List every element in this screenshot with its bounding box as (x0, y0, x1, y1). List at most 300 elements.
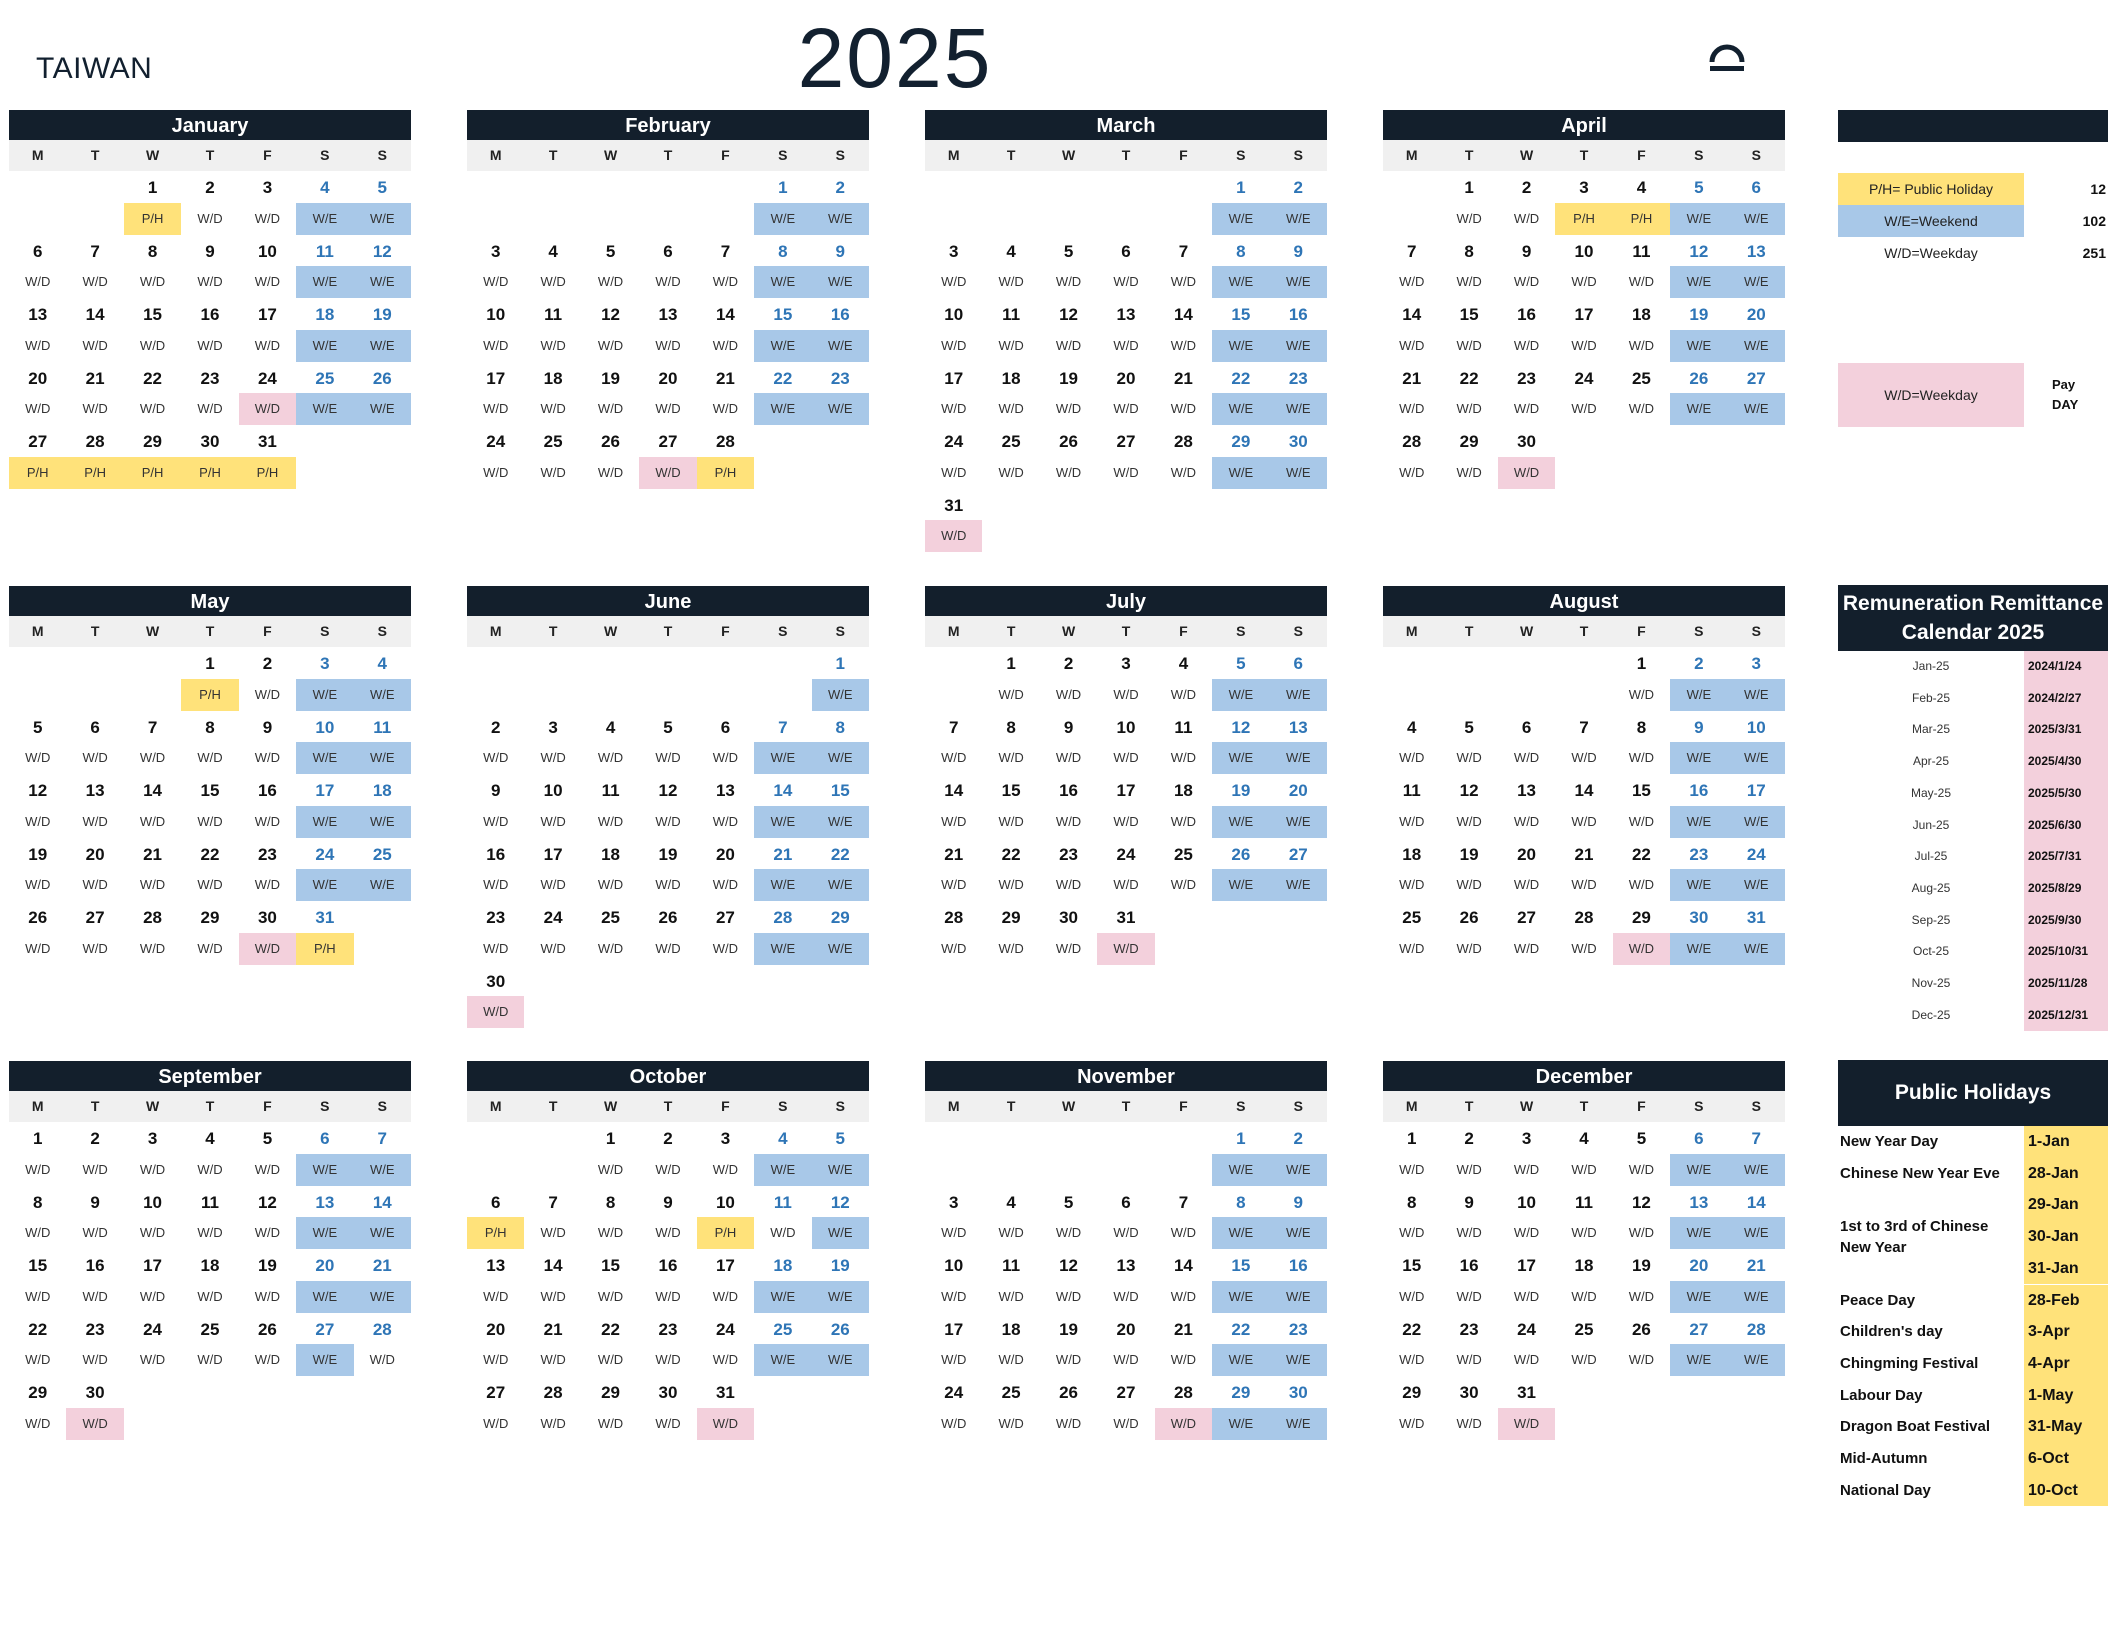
day-cell (1040, 1249, 1097, 1313)
day-cell (982, 425, 1039, 489)
day-type-tag: W/D (25, 1225, 51, 1241)
day-type-tag: W/D (139, 1288, 166, 1304)
empty-day-cell (524, 647, 581, 711)
day-number: 21 (85, 368, 105, 388)
day-type-tag: W/D (540, 1415, 566, 1431)
day-number: 10 (486, 305, 506, 324)
day-number: 21 (143, 844, 163, 864)
day-type-tag: W/E (1670, 1344, 1727, 1376)
day-type-tag: W/D (597, 877, 624, 893)
day-number: 14 (715, 305, 735, 324)
month-title: December (1383, 1061, 1785, 1091)
day-cell (1498, 711, 1555, 775)
day-cell (1555, 838, 1612, 902)
month-may (9, 586, 411, 965)
day-type-tag: W/D (254, 686, 281, 702)
empty-day-cell (639, 171, 696, 235)
day-cell (1670, 1249, 1727, 1313)
day-type-tag: W/D (1628, 686, 1655, 702)
day-cell (1270, 711, 1327, 775)
day-cell (181, 171, 238, 235)
day-number: 29 (1231, 432, 1251, 451)
day-number: 2 (90, 1129, 100, 1148)
day-type-tag: W/D (197, 1161, 223, 1177)
weekday-label: M (1405, 1098, 1418, 1114)
weekday-label: F (263, 623, 272, 639)
day-number: 12 (1631, 1192, 1651, 1212)
day-type-tag: W/E (1212, 1217, 1269, 1249)
legend-we-label: W/E=Weekend (1838, 205, 2024, 237)
month-title: February (467, 110, 869, 140)
day-type-tag: W/D (1055, 750, 1082, 766)
day-type-tag: W/D (941, 1225, 967, 1241)
day-cell (1728, 362, 1785, 426)
day-cell (1440, 1313, 1497, 1377)
day-number: 22 (1231, 368, 1251, 388)
weekday-label: S (320, 147, 330, 163)
day-number: 13 (28, 305, 48, 324)
day-cell (467, 298, 524, 362)
day-type-tag: W/D (1571, 1288, 1597, 1304)
day-type-tag: W/E (1212, 679, 1269, 711)
day-cell (582, 838, 639, 902)
day-cell (354, 1186, 411, 1250)
day-cell (1270, 1186, 1327, 1250)
day-cell (1383, 711, 1440, 775)
day-type-tag: W/E (296, 1281, 353, 1313)
day-type-tag: W/D (1513, 1225, 1540, 1241)
day-type-tag: W/D (1399, 877, 1425, 893)
day-cell (1670, 298, 1727, 362)
weekday-label: F (1179, 1098, 1188, 1114)
weekday-label: M (947, 147, 960, 163)
holiday-name: Labour Day (1840, 1386, 1923, 1404)
day-type-tag: W/D (655, 1415, 681, 1431)
day-cell (1155, 298, 1212, 362)
day-number: 14 (85, 305, 105, 324)
day-cell (754, 1249, 811, 1313)
day-type-tag: W/D (254, 1161, 281, 1177)
day-cell (124, 711, 181, 775)
day-type-tag: W/D (941, 750, 967, 766)
day-number: 25 (543, 432, 563, 451)
day-number: 28 (1746, 1319, 1766, 1339)
weekday-label: F (721, 147, 730, 163)
day-number: 10 (1574, 241, 1594, 261)
day-type-tag: W/D (941, 1288, 967, 1304)
day-number: 17 (486, 368, 506, 388)
day-number: 20 (28, 368, 48, 388)
day-cell (354, 362, 411, 426)
legend-wd-row (1838, 237, 2110, 269)
day-type-tag: W/E (754, 393, 811, 425)
day-type-tag: W/D (1571, 337, 1597, 353)
day-cell (296, 1122, 353, 1186)
day-cell (124, 1249, 181, 1313)
day-type-tag: W/D (998, 337, 1024, 353)
day-number: 22 (1001, 844, 1021, 864)
day-number: 26 (1459, 908, 1479, 927)
legend-we-row (1838, 205, 2110, 237)
day-type-tag: W/D (1456, 274, 1482, 290)
day-number: 4 (1579, 1129, 1589, 1148)
day-cell (467, 965, 524, 1029)
day-type-tag: W/E (1728, 393, 1785, 425)
day-cell (582, 1376, 639, 1440)
day-cell (354, 298, 411, 362)
day-cell (1383, 901, 1440, 965)
day-type-tag: W/D (239, 933, 296, 965)
remittance-row (1838, 905, 2108, 937)
day-cell (1440, 362, 1497, 426)
day-number: 30 (85, 1383, 105, 1402)
day-number: 3 (262, 178, 273, 197)
day-cell (582, 362, 639, 426)
day-type-tag: W/D (25, 813, 51, 829)
day-cell (124, 838, 181, 902)
remittance-date: 2025/11/28 (2024, 968, 2108, 1000)
day-cell (181, 235, 238, 299)
day-number: 13 (1116, 305, 1136, 324)
day-type-tag: W/E (754, 869, 811, 901)
day-cell (467, 235, 524, 299)
day-number: 24 (944, 1383, 964, 1402)
day-cell (1728, 1249, 1785, 1313)
day-cell (925, 489, 982, 553)
day-type-tag: W/D (1456, 401, 1482, 417)
weekday-label: T (205, 623, 215, 639)
weekday-label: T (1006, 147, 1016, 163)
day-type-tag: W/D (998, 940, 1024, 956)
legend-payday-swatch: W/D=Weekday (1838, 363, 2024, 427)
day-cell (1670, 1313, 1727, 1377)
day-type-tag: W/E (812, 393, 869, 425)
day-cell (1155, 1249, 1212, 1313)
day-number: 21 (1746, 1256, 1766, 1275)
day-number: 7 (1579, 717, 1589, 737)
day-type-tag: W/D (655, 877, 681, 893)
day-type-tag: W/D (1399, 274, 1425, 290)
holidays-title: Public Holidays (1838, 1060, 2108, 1126)
day-cell (1212, 838, 1269, 902)
day-type-tag: W/D (82, 750, 108, 766)
day-cell (812, 838, 869, 902)
day-cell (1498, 298, 1555, 362)
day-cell (1212, 711, 1269, 775)
day-number: 14 (1173, 1256, 1193, 1275)
empty-day-cell (582, 171, 639, 235)
day-number: 27 (1116, 1383, 1136, 1402)
holiday-date: 10-Oct (2024, 1475, 2108, 1507)
day-cell (296, 774, 353, 838)
day-number: 8 (778, 241, 788, 261)
empty-day-cell (1155, 1122, 1212, 1186)
day-cell (697, 425, 754, 489)
remittance-date: 2025/8/29 (2024, 873, 2108, 905)
day-number: 18 (315, 305, 335, 324)
day-number: 23 (658, 1319, 678, 1339)
remittance-month: Oct-25 (1912, 944, 1949, 959)
day-cell (239, 298, 296, 362)
day-number: 3 (320, 654, 330, 673)
day-number: 27 (486, 1383, 506, 1402)
day-type-tag: W/E (1270, 679, 1327, 711)
day-cell (1728, 171, 1785, 235)
day-cell (1270, 235, 1327, 299)
day-type-tag: W/E (1670, 933, 1727, 965)
day-type-tag: W/D (712, 1161, 739, 1177)
day-number: 28 (1173, 432, 1193, 451)
day-cell (812, 235, 869, 299)
day-type-tag: P/H (181, 679, 238, 711)
day-number: 27 (85, 908, 105, 927)
day-type-tag: W/D (25, 401, 51, 417)
day-number: 5 (32, 717, 43, 737)
day-type-tag: W/D (254, 337, 281, 353)
day-cell (1440, 1186, 1497, 1250)
day-cell (124, 774, 181, 838)
day-number: 20 (486, 1319, 506, 1339)
day-cell (812, 1122, 869, 1186)
day-type-tag: W/D (25, 750, 51, 766)
day-cell (925, 425, 982, 489)
day-type-tag: W/D (1513, 1161, 1540, 1177)
day-type-tag: W/D (1571, 401, 1597, 417)
day-type-tag: W/D (1055, 1225, 1082, 1241)
day-number: 22 (1402, 1319, 1422, 1339)
day-cell (925, 1249, 982, 1313)
day-type-tag: W/D (941, 1415, 967, 1431)
day-type-tag: W/E (754, 1281, 811, 1313)
day-number: 16 (200, 305, 220, 324)
day-number: 10 (1116, 717, 1136, 737)
remittance-date: 2025/10/31 (2024, 936, 2108, 968)
empty-day-cell (9, 171, 66, 235)
weekday-header (1383, 616, 1785, 647)
day-type-tag: W/D (1571, 940, 1597, 956)
day-type-tag: W/D (540, 877, 566, 893)
day-number: 31 (1517, 1383, 1537, 1402)
empty-day-cell (754, 647, 811, 711)
day-type-tag: W/D (1170, 274, 1197, 290)
day-type-tag: W/D (1513, 210, 1540, 226)
day-type-tag: W/D (1113, 464, 1139, 480)
day-number: 6 (1293, 654, 1303, 673)
day-type-tag: W/D (197, 274, 223, 290)
day-number: 11 (1402, 781, 1421, 800)
month-title: October (467, 1061, 869, 1091)
day-number: 28 (372, 1319, 392, 1339)
day-type-tag: W/E (1728, 1344, 1785, 1376)
day-number: 11 (315, 241, 334, 261)
weekday-label: T (205, 147, 215, 163)
day-type-tag: W/D (254, 1352, 281, 1368)
holiday-date: 4-Apr (2024, 1348, 2108, 1380)
day-number: 2 (1694, 654, 1704, 673)
day-number: 4 (605, 717, 616, 737)
weekday-header (1383, 140, 1785, 171)
remittance-date: 2025/9/30 (2024, 905, 2108, 937)
day-cell (754, 838, 811, 902)
day-number: 26 (372, 368, 392, 388)
day-type-tag: W/D (655, 401, 681, 417)
weekday-label: T (1464, 1098, 1474, 1114)
day-cell (1498, 1122, 1555, 1186)
day-number: 30 (1059, 908, 1079, 927)
day-number: 24 (143, 1319, 163, 1339)
day-number: 27 (658, 432, 678, 451)
day-type-tag: W/D (139, 1352, 166, 1368)
empty-day-cell (66, 647, 123, 711)
day-type-tag: W/E (1212, 742, 1269, 774)
day-number: 7 (948, 717, 959, 737)
day-number: 14 (543, 1256, 563, 1275)
day-cell (1613, 647, 1670, 711)
day-number: 14 (143, 781, 163, 800)
remittance-date: 2025/7/31 (2024, 841, 2108, 873)
day-type-tag: W/D (712, 1288, 739, 1304)
day-cell (1555, 774, 1612, 838)
day-number: 27 (1746, 368, 1766, 388)
day-type-tag: W/D (941, 877, 967, 893)
day-number: 11 (544, 305, 563, 324)
day-cell (1270, 171, 1327, 235)
day-type-tag: W/D (1055, 1352, 1082, 1368)
day-type-tag: W/E (1728, 679, 1785, 711)
remittance-month: Aug-25 (1911, 880, 1951, 895)
day-cell (66, 1186, 123, 1250)
day-type-tag: W/D (82, 1288, 108, 1304)
month-october (467, 1061, 869, 1440)
day-number: 10 (1517, 1192, 1537, 1212)
day-number: 7 (1178, 1192, 1189, 1212)
day-cell (181, 838, 238, 902)
day-type-tag: W/E (1670, 330, 1727, 362)
day-cell (296, 838, 353, 902)
day-number: 29 (28, 1383, 48, 1402)
day-type-tag: W/E (754, 203, 811, 235)
day-number: 7 (548, 1192, 558, 1212)
day-number: 24 (1116, 844, 1136, 864)
remittance-row (1838, 683, 2108, 715)
day-cell (9, 838, 66, 902)
day-number: 15 (143, 305, 163, 324)
weekday-label: S (1236, 147, 1246, 163)
day-type-tag: W/E (1270, 330, 1327, 362)
day-cell (1212, 1313, 1269, 1377)
day-number: 3 (948, 1192, 959, 1212)
day-cell (639, 425, 696, 489)
weekday-label: T (1006, 1098, 1016, 1114)
day-cell (1383, 1122, 1440, 1186)
day-number: 31 (257, 432, 277, 451)
day-type-tag: W/E (812, 266, 869, 298)
day-type-tag: W/D (998, 401, 1024, 417)
day-type-tag: W/D (1456, 877, 1482, 893)
day-number: 23 (1689, 844, 1709, 864)
weekday-label: T (90, 147, 100, 163)
day-type-tag: W/D (254, 210, 281, 226)
day-type-tag: W/D (1055, 877, 1082, 893)
day-cell (1498, 1313, 1555, 1377)
day-type-tag: W/D (369, 1352, 395, 1368)
day-number: 21 (773, 844, 793, 864)
day-cell (524, 1186, 581, 1250)
day-type-tag: W/E (1670, 266, 1727, 298)
day-type-tag: W/D (1456, 1288, 1482, 1304)
day-cell (1613, 901, 1670, 965)
day-number: 14 (1173, 305, 1193, 324)
day-number: 2 (205, 178, 215, 197)
day-type-tag: W/D (25, 1415, 51, 1431)
day-number: 24 (315, 844, 335, 864)
day-type-tag: W/D (597, 1225, 624, 1241)
remittance-date: 2025/12/31 (2024, 1000, 2108, 1032)
day-number: 7 (778, 717, 788, 737)
day-type-tag: W/D (82, 274, 108, 290)
day-number: 20 (85, 844, 105, 864)
day-cell (124, 901, 181, 965)
day-cell (296, 1249, 353, 1313)
day-type-tag: W/D (25, 1288, 51, 1304)
day-type-tag: W/D (1055, 401, 1082, 417)
day-type-tag: W/D (941, 274, 967, 290)
day-type-tag: W/D (1571, 1225, 1597, 1241)
day-cell (982, 838, 1039, 902)
day-cell (124, 171, 181, 235)
day-number: 22 (143, 368, 163, 388)
day-type-tag: W/D (540, 750, 566, 766)
remittance-month: Sep-25 (1911, 912, 1951, 927)
month-title: April (1383, 110, 1785, 140)
day-cell (1383, 774, 1440, 838)
day-cell (66, 298, 123, 362)
day-cell (812, 647, 869, 711)
day-cell (1097, 647, 1154, 711)
day-cell (467, 838, 524, 902)
day-type-tag: W/D (483, 877, 509, 893)
day-cell (1097, 774, 1154, 838)
day-type-tag: W/D (483, 274, 509, 290)
day-type-tag: W/D (1170, 1352, 1197, 1368)
day-cell (1440, 235, 1497, 299)
day-cell (925, 362, 982, 426)
day-cell (697, 1122, 754, 1186)
day-number: 13 (1517, 781, 1537, 800)
day-number: 23 (486, 908, 506, 927)
day-number: 29 (1459, 432, 1479, 451)
day-number: 12 (1689, 241, 1709, 261)
day-cell (1212, 647, 1269, 711)
day-number: 28 (1402, 432, 1422, 451)
day-cell (754, 1186, 811, 1250)
weekday-label: T (548, 623, 558, 639)
day-type-tag: W/D (1055, 686, 1082, 702)
weekday-label: T (90, 1098, 100, 1114)
day-cell (639, 235, 696, 299)
day-cell (582, 774, 639, 838)
day-cell (524, 235, 581, 299)
day-cell (1728, 711, 1785, 775)
day-cell (1498, 901, 1555, 965)
day-number: 18 (1631, 305, 1651, 324)
day-number: 24 (715, 1319, 735, 1339)
day-cell (639, 711, 696, 775)
day-type-tag: W/D (1513, 1352, 1540, 1368)
day-cell (1728, 774, 1785, 838)
month-april (1383, 110, 1785, 489)
day-type-tag: W/D (1170, 464, 1197, 480)
